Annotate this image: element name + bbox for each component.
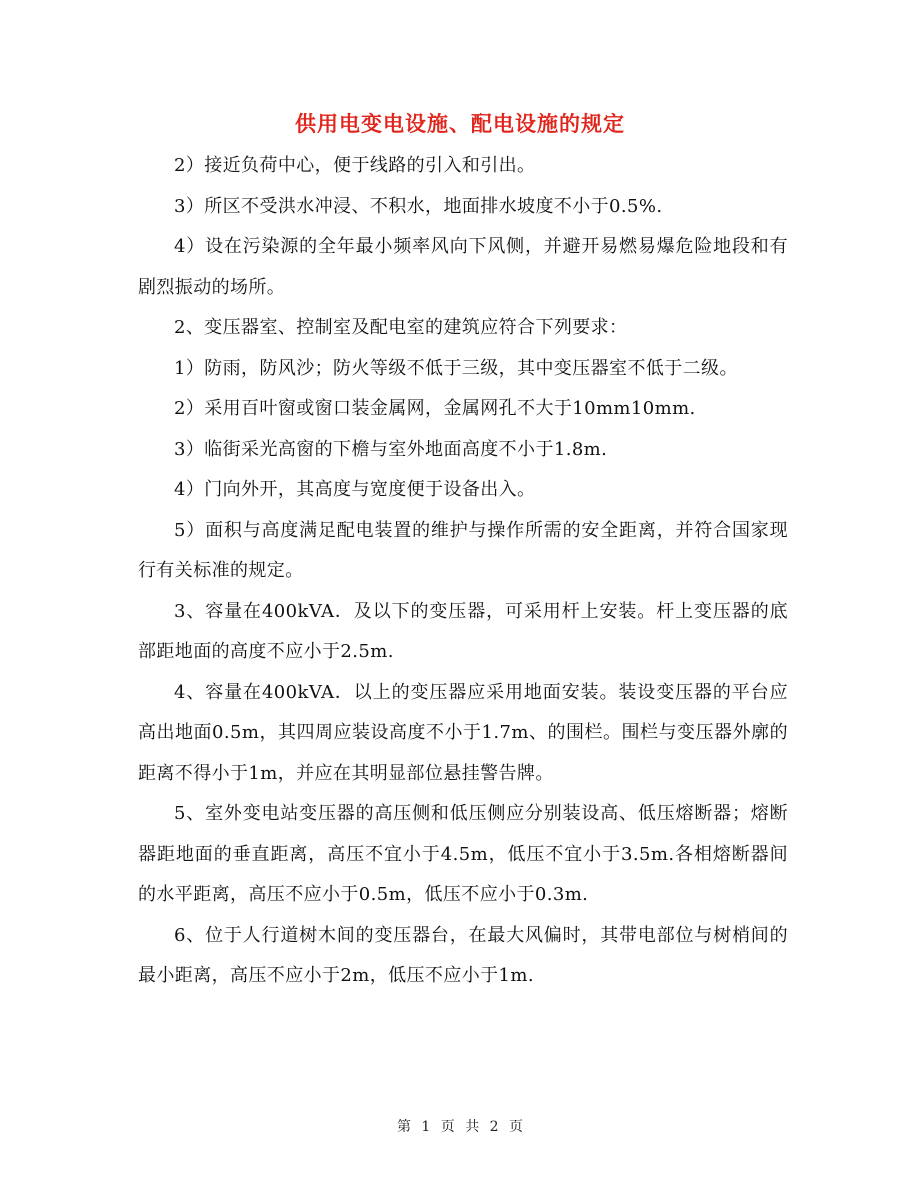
paragraph: 1）防雨，防风沙；防火等级不低于三级，其中变压器室不低于二级。 [174,357,738,379]
paragraph: 2）接近负荷中心，便于线路的引入和引出。 [174,155,536,176]
document-title: 供用电变电设施、配电设施的规定 [295,111,625,136]
document-body [138,146,788,997]
paragraph: 2）采用百叶窗或窗口装金属网，金属网孔不大于10mm10mm. [174,398,696,419]
paragraph: 6、位于人行道树木间的变压器台，在最大风偏时，其带电部位与树梢间的最小距离，高压不应小于2m，低压不应小于1m. [138,924,788,986]
paragraph: 5）面积与高度满足配电装置的维护与操作所需的安全距离，并符合国家现行有关标准的规定。 [138,519,788,581]
paragraph: 3）临街采光高窗的下檐与室外地面高度不小于1.8m. [174,438,608,460]
paragraph: 3）所区不受洪水冲浸、不积水，地面排水坡度不小于0.5%. [174,195,663,217]
paragraph: 3、容量在400kVA．及以下的变压器，可采用杆上安装。杆上变压器的底部距地面的高度不应小于2.5m. [138,600,788,662]
paragraph: 2、变压器室、控制室及配电室的建筑应符合下列要求： [174,317,628,338]
page-footer: 第 1 页 共 2 页 [396,1119,524,1135]
paragraph: 4）设在污染源的全年最小频率风向下风侧，并避开易燃易爆危险地段和有剧烈振动的场所。 [138,236,788,298]
paragraph: 5、室外变电站变压器的高压侧和低压侧应分别装设高、低压熔断器；熔断器距地面的垂直距离，高压不宜小于4.5m，低压不宜小于3.5m.各相熔断器间的水平距离，高压不应小于0.5m，低压不应小于0.3m. [138,803,788,905]
paragraph: 4）门向外开，其高度与宽度便于设备出入。 [174,479,536,500]
paragraph: 4、容量在400kVA．以上的变压器应采用地面安装。装设变压器的平台应高出地面0.5m，其四周应装设高度不小于1.7m、的围栏。围栏与变压器外廓的距离不得小于1m，并应在其明显部位悬挂警告牌。 [138,681,788,784]
